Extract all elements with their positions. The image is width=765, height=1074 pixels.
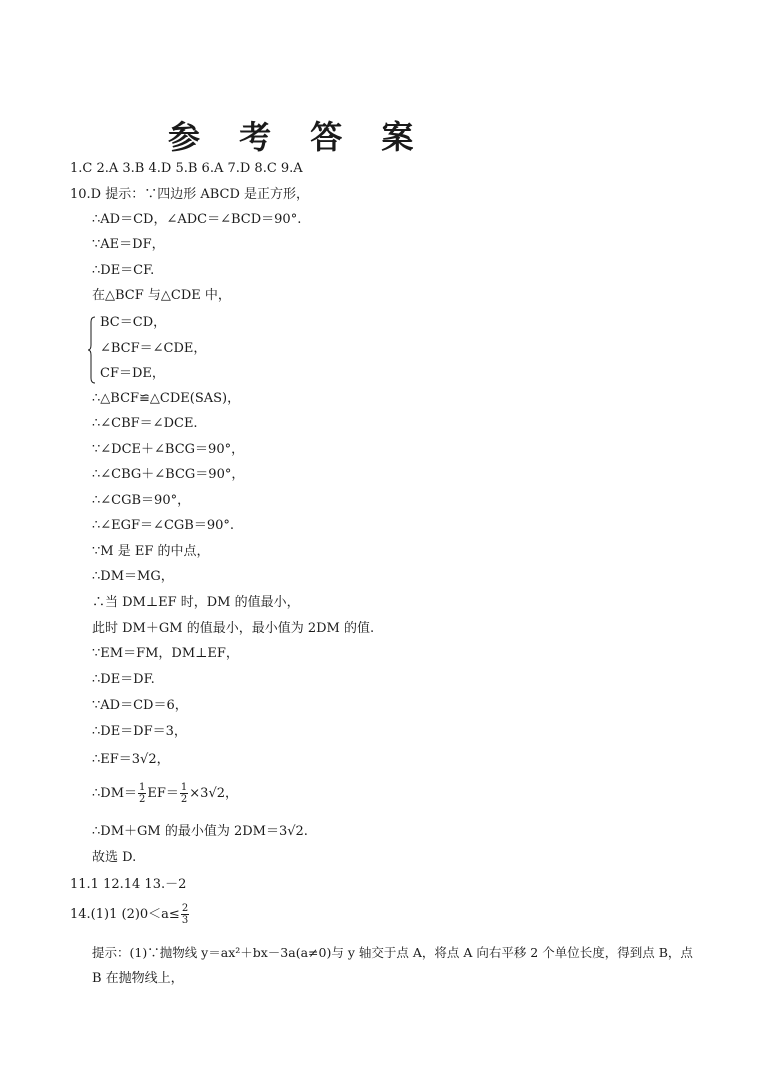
half-fraction — [180, 782, 188, 805]
q10-line: ∴DE＝CF. — [92, 263, 155, 278]
q10-line: ∴DE＝DF. — [92, 672, 155, 687]
q10-line: ∴当 DM⊥EF 时，DM 的值最小， — [92, 595, 300, 610]
system-line: BC＝CD， — [100, 315, 167, 330]
q10-line: ∵AD＝CD＝6， — [92, 698, 188, 713]
q14-fraction — [181, 903, 189, 926]
dm-formula-line — [92, 782, 238, 806]
dm-suffix: ×3√2， — [189, 786, 238, 801]
q14-answer — [70, 903, 190, 927]
q10-min-line: ∴DM＋GM 的最小值为 2DM＝3√2. — [92, 824, 308, 839]
q14-prefix: 14.(1)1 (2)0＜a≤ — [70, 907, 180, 922]
fraction-numerator: 2 — [181, 903, 189, 914]
fraction-numerator: 1 — [180, 782, 188, 793]
q14-hint-line: B 在抛物线上， — [92, 971, 184, 986]
q10-line: ∴DE＝DF＝3， — [92, 724, 187, 739]
answers-11-13: 11.1 12.14 13.－2 — [70, 877, 187, 892]
q10-line: 在△BCF 与△CDE 中， — [92, 288, 231, 303]
dm-mid: EF＝ — [147, 786, 179, 801]
q10-line: ∴∠CGB＝90°， — [92, 493, 191, 508]
q10-line: ∴AD＝CD，∠ADC＝∠BCD＝90°. — [92, 212, 302, 227]
q10-line: ∴∠EGF＝∠CGB＝90°. — [92, 518, 235, 533]
fraction-denominator: 3 — [181, 915, 189, 926]
q10-line: ∴EF＝3√2， — [92, 752, 170, 767]
fraction-numerator: 1 — [139, 782, 146, 793]
q10-line: ∴∠CBG＋∠BCG＝90°， — [92, 467, 245, 482]
system-line: CF＝DE， — [100, 366, 165, 381]
q10-line: ∵M 是 EF 的中点， — [92, 544, 210, 559]
q10-line: ∵AE＝DF， — [92, 237, 165, 252]
half-fraction — [138, 782, 146, 805]
choice-answers: 1.C 2.A 3.B 4.D 5.B 6.A 7.D 8.C 9.A — [70, 161, 303, 176]
q10-line: ∴DM＝MG， — [92, 569, 174, 584]
q14-hint-line: 提示：(1)∵抛物线 y＝ax²＋bx－3a(a≠0)与 y 轴交于点 A，将点 A 向右平移 2 个单位长度，得到点 B，点 — [92, 945, 693, 960]
system-line: ∠BCF＝∠CDE， — [100, 341, 207, 356]
q10-line: ∴△BCF≌△CDE(SAS)， — [92, 391, 241, 406]
q10-line: ∴∠CBF＝∠DCE. — [92, 416, 198, 431]
q10-header: 10.D 提示：∵四边形 ABCD 是正方形， — [70, 187, 310, 202]
q10-line: 此时 DM＋GM 的值最小，最小值为 2DM 的值. — [92, 621, 375, 636]
system-brace — [88, 316, 96, 384]
q10-line: ∵∠DCE＋∠BCG＝90°， — [92, 442, 245, 457]
q10-line: ∵EM＝FM，DM⊥EF， — [92, 646, 239, 661]
page-title: 参 考 答 案 — [168, 118, 428, 156]
fraction-denominator: 2 — [139, 794, 146, 805]
dm-prefix: ∴DM＝ — [92, 786, 138, 801]
fraction-denominator: 2 — [180, 794, 188, 805]
q10-conclusion: 故选 D. — [92, 850, 137, 865]
